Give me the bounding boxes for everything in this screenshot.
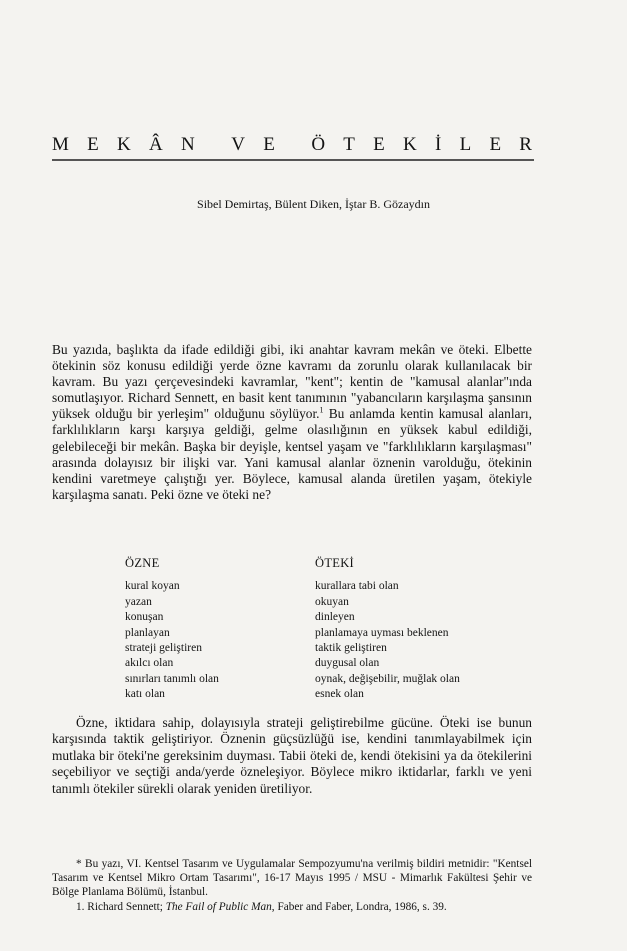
footnote-1 [52,900,532,914]
chapter-title [52,134,532,156]
title-letter: E [489,134,502,155]
second-paragraph: Özne, iktidara sahip, dolayısıyla strateji geliştirebilme gücüne. Öteki ise bunun karşısında taktik geliştiriyor. Öznenin güçsüzlüğü ise, kendini tanımlayabilmek için mutlaka bir öteki'ne gereksinim duyması. Tabii öteki de, kendi ötekisini ya da ötekilerini seçebiliyor ve seçtiği anda/yerde özneleşiyor. Böylece mikro iktidarlar, farklı ve yeni tanımlı ötekiler sürekli olarak yeniden üretiliyor. [52,715,532,796]
list-item: taktik geliştiren [315,642,387,655]
oteki-heading: ÖTEKİ [315,556,354,570]
title-letter: V [231,134,245,155]
footnotes [52,857,532,914]
title-letter: K [403,134,417,155]
list-item: sınırları tanımlı olan [125,672,219,685]
oteki-column [315,556,505,703]
title-letter: K [117,134,131,155]
ozne-heading: ÖZNE [125,556,160,570]
intro-text-a: Bu yazıda, başlıkta da ifade edildiği gibi, iki anahtar kavram mekân ve öteki. Elbette ötekinin söz konusu edildiği yerde özne kavramı da zorunlu olarak kullanılacak bir kavram. Bu yazı çerçevesindeki kavramlar, "kent"; kentin de "kamusal alanlar"ında somutlaşıyor. Richard Sennett, en basit kent tanımının "yabancıların karşılaşma şansının yüksek olduğu bir yerleşim" olduğunu söylüyor. [52,342,532,422]
title-letter: L [459,134,472,155]
authors-line: Sibel Demirtaş, Bülent Diken, İştar B. Gözaydın [197,197,430,211]
comparison-columns [125,556,525,703]
list-item: akılcı olan [125,657,174,670]
list-item: strateji geliştiren [125,642,202,655]
title-letter: E [373,134,385,155]
title-rule [52,159,534,161]
footnote-ref-1: 1 [319,405,324,415]
list-item: planlamaya uyması beklenen [315,626,449,639]
footnote-1-text-a: 1. Richard Sennett; [76,900,166,913]
title-letter: T [343,134,355,155]
ozne-list [125,579,315,702]
list-item: yazan [125,595,152,608]
footnote-1-text-b: , Faber and Faber, Londra, 1986, s. 39. [271,900,447,913]
footnote-star: * Bu yazı, VI. Kentsel Tasarım ve Uygulamalar Sempozyumu'na verilmiş bildiri metnidir: "Kentsel Tasarım ve Kentsel Mikro Ortam Tasarımı", 16-17 Mayıs 1995 / MSU - Mimarlık Fakültesi Şehir ve Bölge Planlama Bölümü, İstanbul. [52,858,532,899]
title-letter: E [87,134,99,155]
list-item: okuyan [315,595,349,608]
list-item: esnek olan [315,688,364,701]
list-item: konuşan [125,611,164,624]
title-letter: N [180,134,195,155]
list-item: oynak, değişebilir, muğlak olan [315,672,460,685]
intro-text-b: Bu anlamda kentin kamusal alanları, farklılıkların karşı karşıya geldiği, gelme olasılığının en yüksek kabul edildiği, gelebileceği bir mekân. Başka bir deyişle, kentsel yaşam ve "farklılıkların karşılaşması" arasında dolayısız bir ilişki var. Yani kamusal alanlar öznenin varolduğu, ötekinin kendini varetmeye çalıştığı yer. Böylece, kamusal alanda üretilen yaşam, ötekiyle karşılaşma sanatı. Peki özne ve öteki ne? [52,406,533,502]
ozne-column [125,556,315,703]
list-item: duygusal olan [315,657,380,670]
book-title: The Fail of Public Man [165,900,272,913]
intro-paragraph [52,342,532,503]
oteki-list [315,579,505,702]
title-letter: Ö [311,134,326,155]
title-letter: R [519,134,532,155]
list-item: kurallara tabi olan [315,580,399,593]
title-letter: M [52,134,69,155]
list-item: planlayan [125,626,170,639]
list-item: kural koyan [125,580,180,593]
title-letter: Â [149,134,163,155]
list-item: katı olan [125,688,165,701]
list-item: dinleyen [315,611,355,624]
title-letter: İ [435,134,442,155]
title-letter: E [263,134,275,155]
